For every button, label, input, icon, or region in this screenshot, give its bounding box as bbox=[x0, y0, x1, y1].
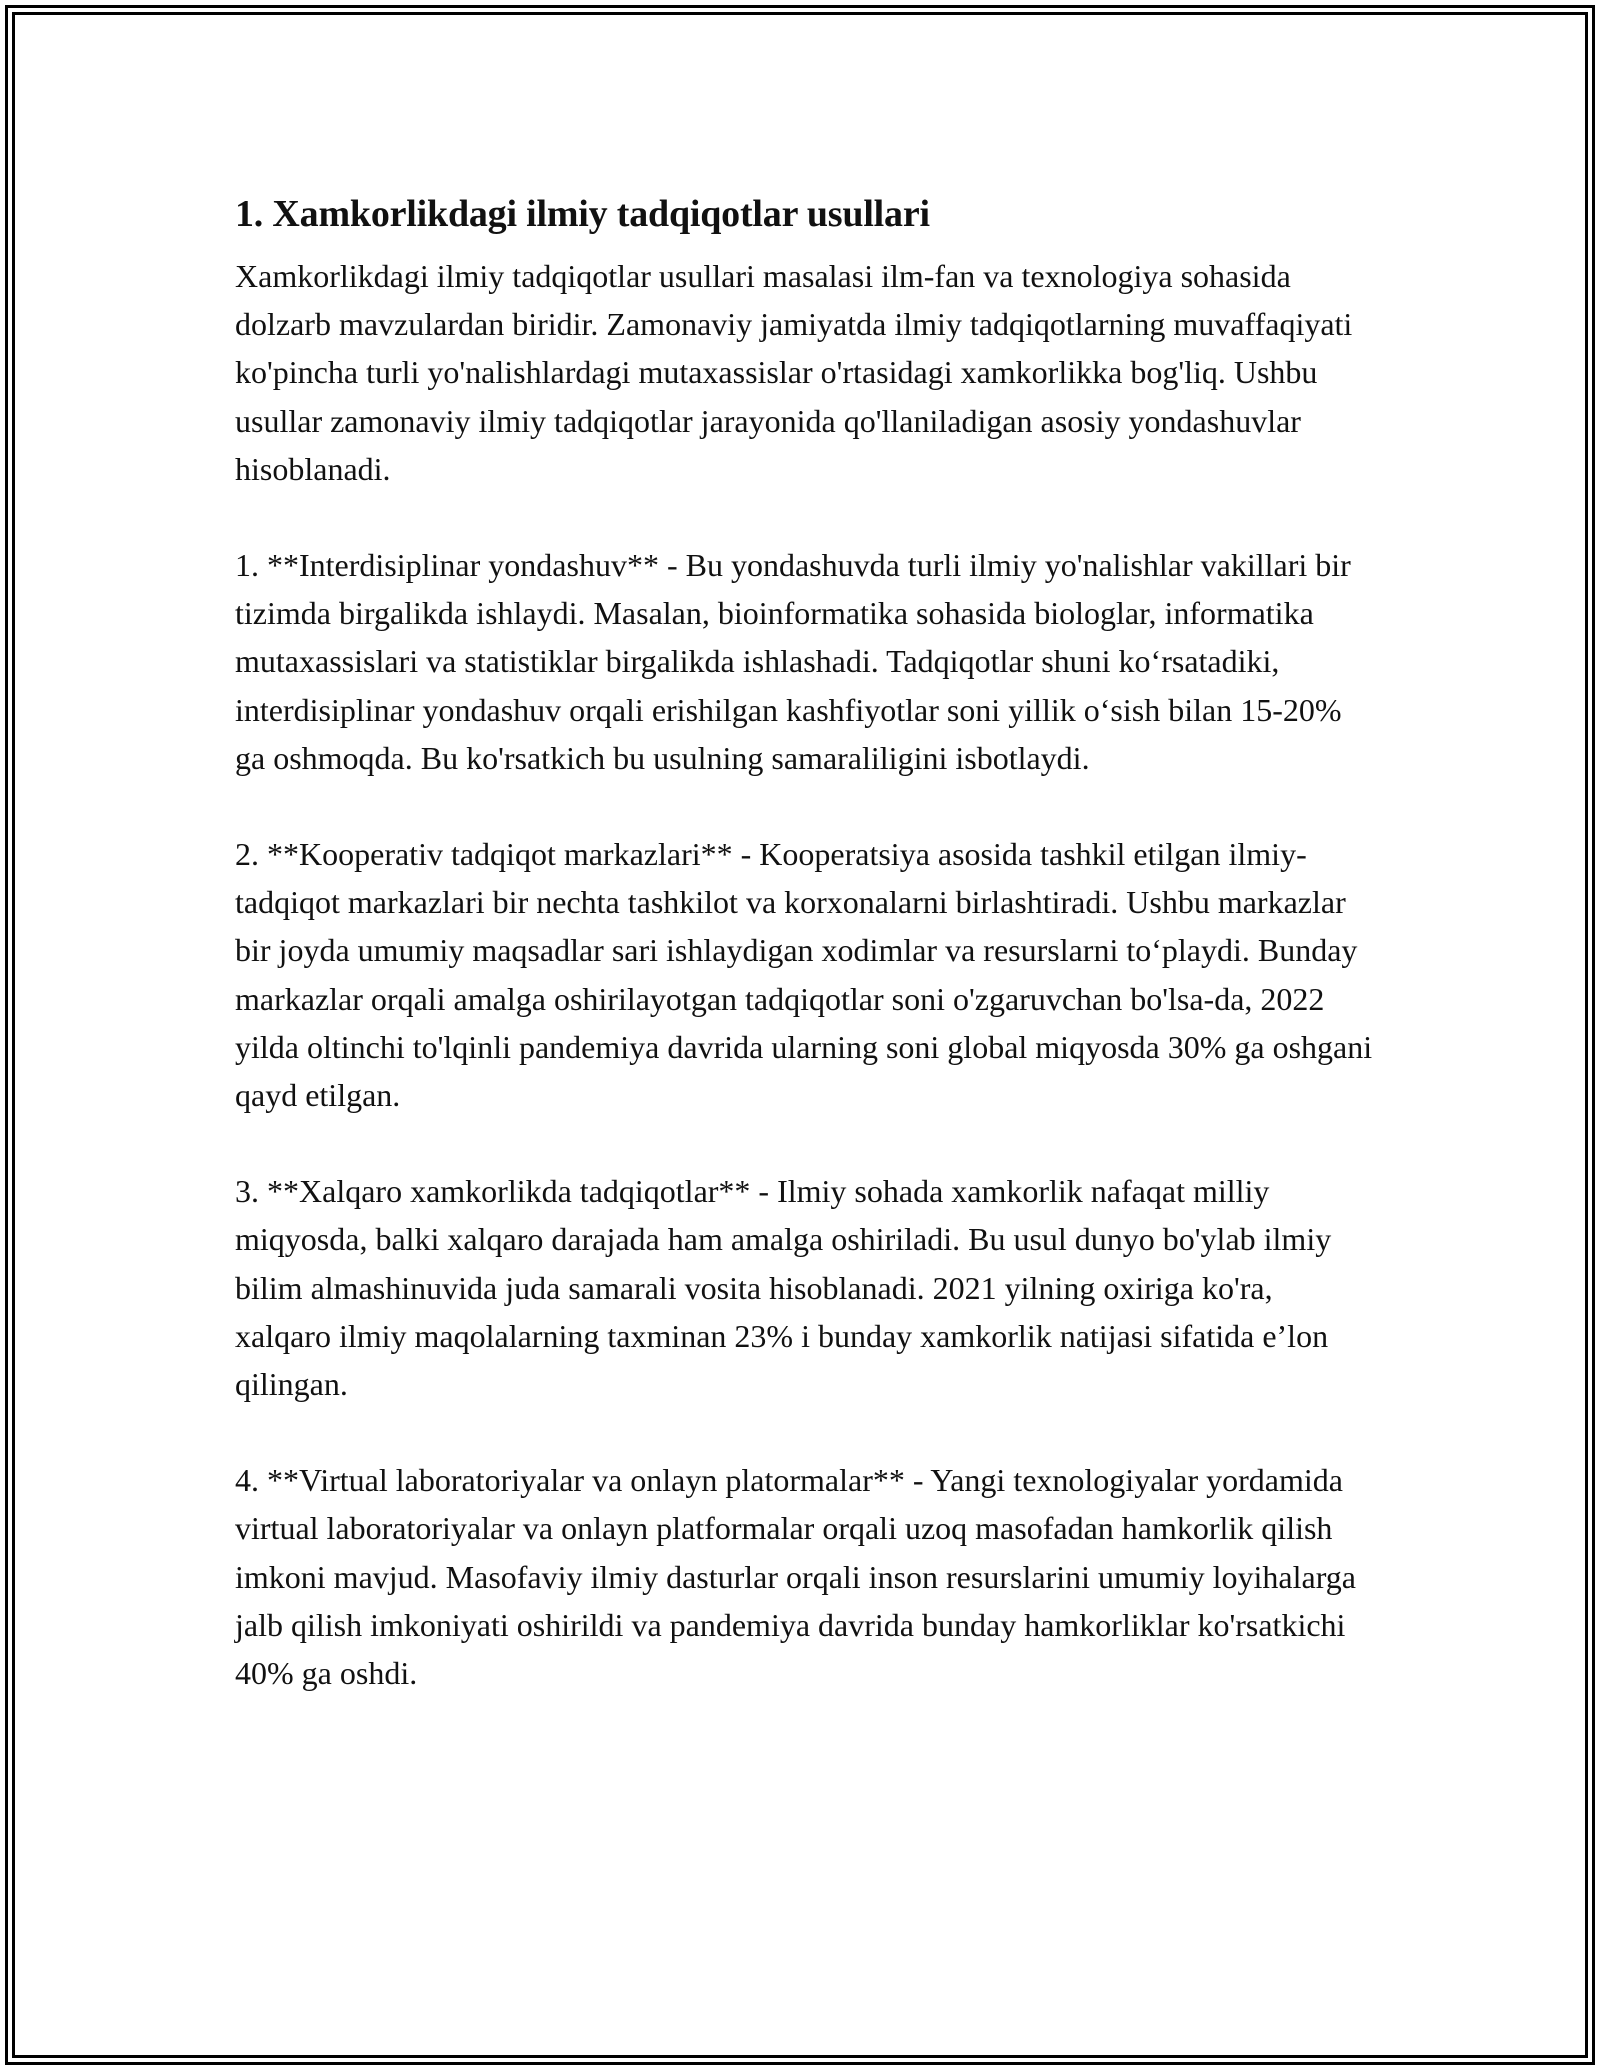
paragraph-cooperative-centers: 2. **Kooperativ tadqiqot markazlari** - Kooperatsiya asosida tashkil etilgan ilmiy-tadqiqot markazlari bir nechta tashkilot va korxonalarni birlashtiradi. Ushbu markazlar bir joyda umumiy maqsadlar sari ishlaydigan xodimlar va resurslarni to‘playdi. Bunday markazlar orqali amalga oshirilayotgan tadqiqotlar soni o'zgaruvchan bo'lsa-da, 2022 yilda oltinchi to'lqinli pandemiya davrida ularning soni global miqyosda 30% ga oshgani qayd etilgan. bbox=[235, 836, 1373, 1114]
paragraph-virtual-labs: 4. **Virtual laboratoriyalar va onlayn platormalar** - Yangi texnologiyalar yordamida virtual laboratoriyalar va onlayn platformalar orqali uzoq masofadan hamkorlik qilish imkoni mavjud. Masofaviy ilmiy dasturlar orqali inson resurslarini umumiy loyihalarga jalb qilish imkoniyati oshirildi va pandemiya davrida bunday hamkorliklar ko'rsatkichi 40% ga oshdi. bbox=[235, 1462, 1356, 1692]
paragraph-international: 3. **Xalqaro xamkorlikda tadqiqotlar** - Ilmiy sohada xamkorlik nafaqat milliy miqyosda, balki xalqaro darajada ham amalga oshiriladi. Bu usul dunyo bo'ylab ilmiy bilim almashinuvida juda samarali vosita hisoblanadi. 2021 yilning oxiriga ko'ra, xalqaro ilmiy maqolalarning taxminan 23% i bunday xamkorlik natijasi sifatida e’lon qilingan. bbox=[235, 1173, 1332, 1403]
intro-paragraph: Xamkorlikdagi ilmiy tadqiqotlar usullari masalasi ilm-fan va texnologiya sohasida dolzarb mavzulardan biridir. Zamonaviy jamiyatda ilmiy tadqiqotlarning muvaffaqiyati ko'pincha turli yo'nalishlardagi mutaxassislar o'rtasidagi xamkorlikka bog'liq. Ushbu usullar zamonaviy ilmiy tadqiqotlar jarayonida qo'llaniladigan asosiy yondashuvlar hisoblanadi. bbox=[235, 258, 1353, 487]
paragraph-interdisciplinary: 1. **Interdisiplinar yondashuv** - Bu yondashuvda turli ilmiy yo'nalishlar vakillari bir tizimda birgalikda ishlaydi. Masalan, bioinformatika sohasida biologlar, informatika mutaxassislari va statistiklar birgalikda ishlashadi. Tadqiqotlar shuni ko‘rsatadiki, interdisiplinar yondashuv orqali erishilgan kashfiyotlar soni yillik o‘sish bilan 15-20% ga oshmoqda. Bu ko'rsatkich bu usulning samaraliligini isbotlaydi. bbox=[235, 547, 1351, 776]
document-body bbox=[235, 186, 1375, 1697]
section-title: 1. Xamkorlikdagi ilmiy tadqiqotlar usullari bbox=[235, 193, 930, 235]
